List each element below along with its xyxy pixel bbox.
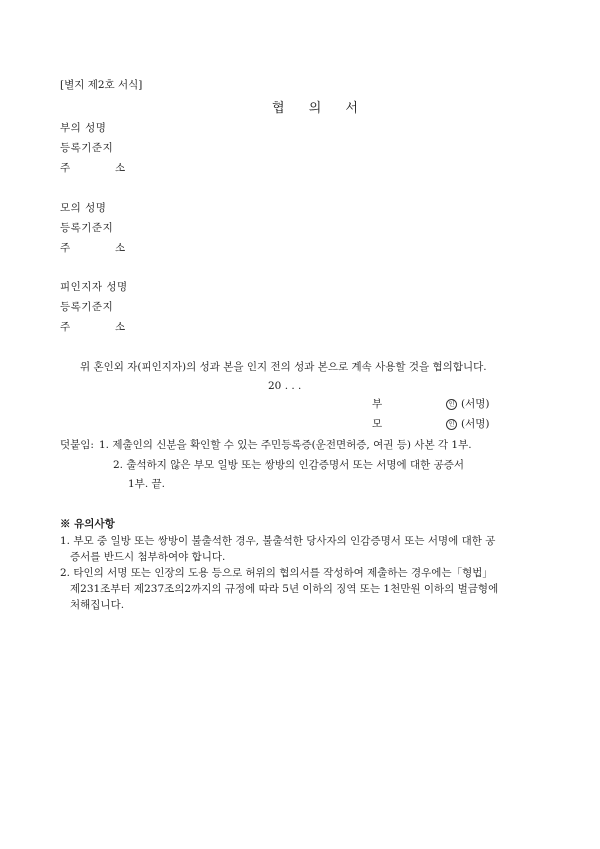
date-line: 20 . . . bbox=[268, 380, 302, 392]
note-1-line-1: 1. 부모 중 일방 또는 쌍방이 불출석한 경우, 불출석한 당사자의 인감증명서 또는 서명에 대한 공 bbox=[60, 535, 496, 547]
page-title: 협 의 서 bbox=[272, 101, 368, 116]
child-name-label: 피인지자 성명 bbox=[60, 281, 128, 293]
child-address-label-2: 소 bbox=[115, 321, 126, 333]
father-address-label-2: 소 bbox=[115, 162, 126, 174]
note-2-line-2: 제231조부터 제237조의2까지의 규정에 따라 5년 이하의 징역 또는 1천만원 이하의 벌금형에 bbox=[70, 583, 499, 595]
form-number: [별지 제2호 서식] bbox=[60, 79, 143, 91]
father-registry-label: 등록기준지 bbox=[60, 142, 114, 154]
attachments-label: 덧붙임: bbox=[60, 439, 94, 451]
child-address-label-1: 주 bbox=[60, 321, 71, 333]
sign-label: (서명) bbox=[461, 418, 490, 430]
sign-label: (서명) bbox=[461, 398, 490, 410]
child-registry-label: 등록기준지 bbox=[60, 301, 114, 313]
attachment-item-2-cont: 1부. 끝. bbox=[128, 478, 165, 490]
note-2-line-3: 처해집니다. bbox=[70, 599, 125, 611]
notes-heading: ※ 유의사항 bbox=[60, 518, 115, 530]
seal-mark-mother bbox=[446, 417, 489, 431]
mother-name-label: 모의 성명 bbox=[60, 202, 107, 214]
mother-address-label-1: 주 bbox=[60, 242, 71, 254]
seal-icon: 인 bbox=[446, 419, 457, 430]
attachment-item-1: 1. 제출인의 신분을 확인할 수 있는 주민등록증(운전면허증, 여권 등) 사본 각 1부. bbox=[99, 439, 472, 451]
father-address-label-1: 주 bbox=[60, 162, 71, 174]
note-2-line-1: 2. 타인의 서명 또는 인장의 도용 등으로 허위의 협의서를 작성하여 제출하는 경우에는「형법」 bbox=[60, 567, 493, 579]
attachment-item-2: 2. 출석하지 않은 부모 일방 또는 쌍방의 인감증명서 또는 서명에 대한 공증서 bbox=[113, 459, 465, 471]
father-name-label: 부의 성명 bbox=[60, 122, 107, 134]
note-1-line-2: 증서를 반드시 첨부하여야 합니다. bbox=[70, 551, 226, 563]
agreement-text: 위 혼인외 자(피인지자)의 성과 본을 인지 전의 성과 본으로 계속 사용할 것을 협의합니다. bbox=[80, 361, 487, 373]
signature-role: 모 bbox=[372, 418, 383, 430]
mother-address-label-2: 소 bbox=[115, 242, 126, 254]
seal-mark-father bbox=[446, 397, 489, 411]
seal-icon: 인 bbox=[446, 399, 457, 410]
signature-role: 부 bbox=[372, 398, 383, 410]
mother-registry-label: 등록기준지 bbox=[60, 222, 114, 234]
